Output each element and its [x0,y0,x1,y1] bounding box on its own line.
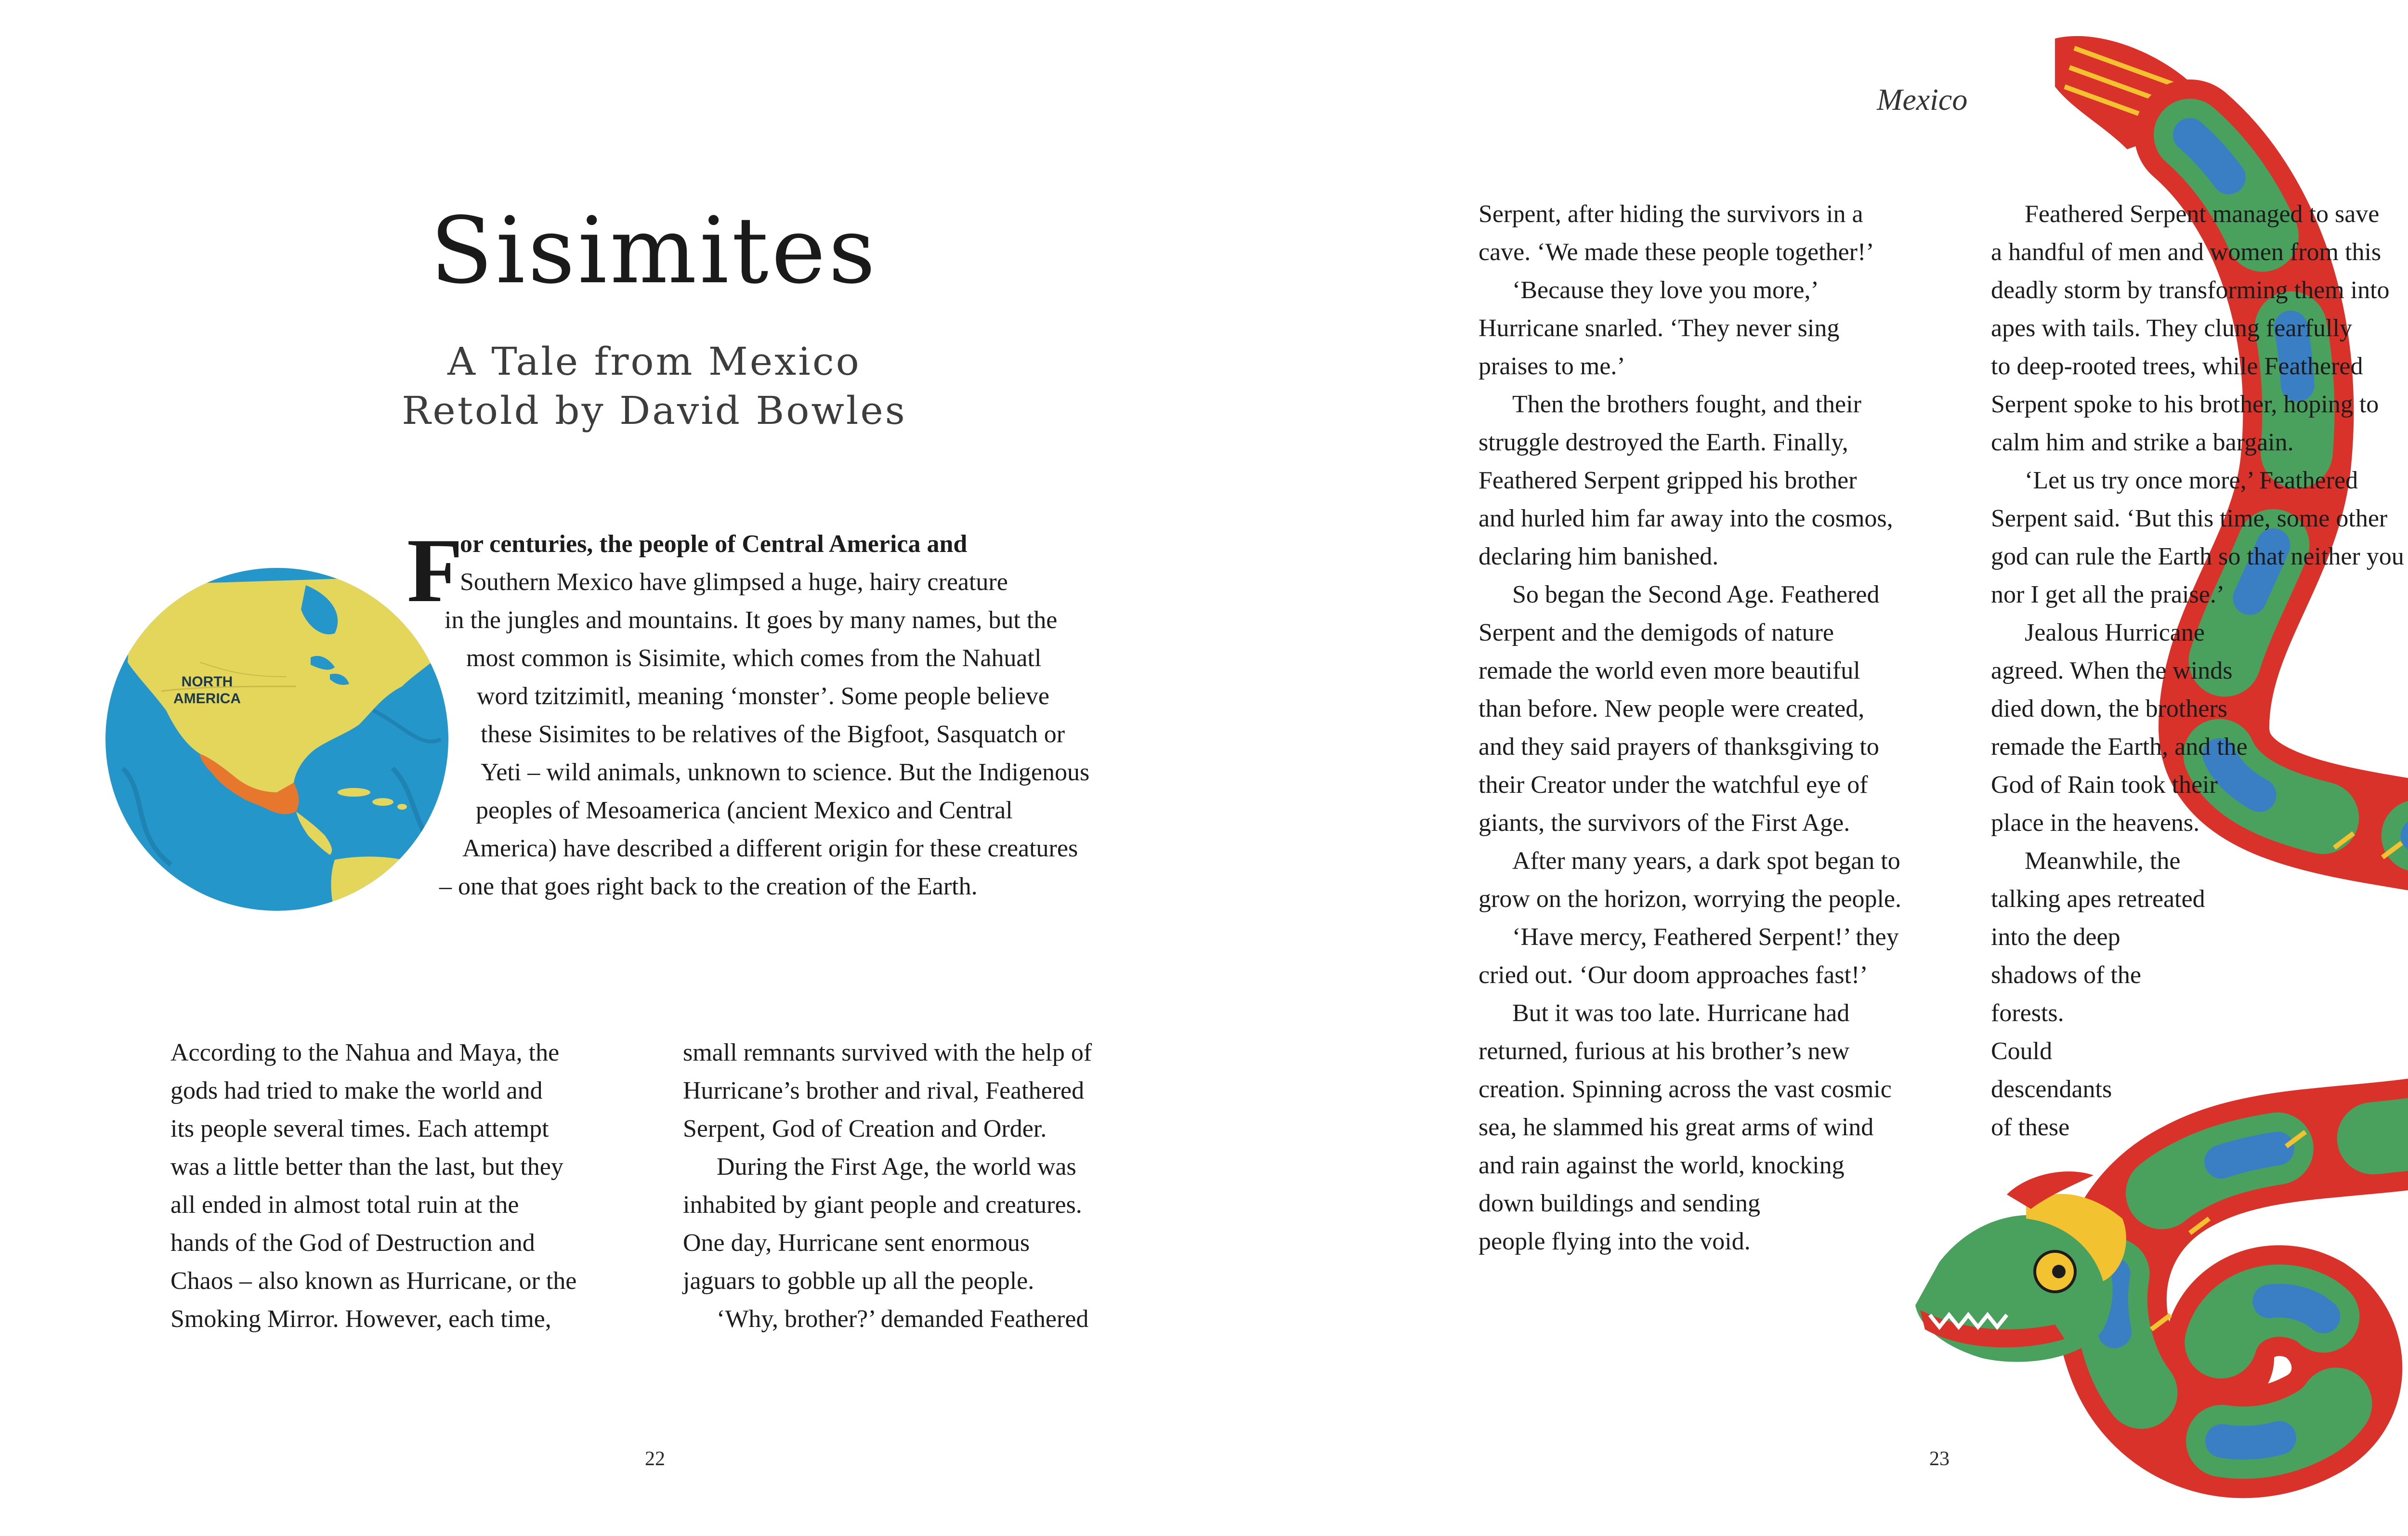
intro-line: these Sisimites to be relatives of the Bigfoot, Sasquatch or [481,721,1065,748]
text-line: ‘Because they love you more,’ [1512,276,1819,304]
text-line: talking apes retreated [1991,885,2205,913]
text-line: small remnants survived with the help of [683,1039,1092,1066]
text-line: down buildings and sending [1479,1190,1760,1217]
subtitle [0,337,1309,435]
text-line: ‘Have mercy, Feathered Serpent!’ they [1512,923,1899,951]
page-title: Sisimites [430,197,878,304]
text-line: Then the brothers fought, and their [1512,391,1861,418]
text-line: people flying into the void. [1479,1228,1751,1255]
text-line: God of Rain took their [1991,771,2218,799]
text-line: One day, Hurricane sent enormous [683,1229,1030,1257]
text-line: returned, furious at his brother’s new [1479,1037,1850,1065]
running-head: Mexico [1877,82,1968,117]
text-line: all ended in almost total ruin at the [170,1191,519,1219]
page-number-left: 22 [645,1448,665,1470]
subtitle-line-1: A Tale from Mexico [447,339,861,384]
text-line: cave. ‘We made these people together!’ [1479,238,1874,266]
text-line: of these [1991,1114,2070,1141]
text-line: remade the Earth, and the [1991,733,2248,761]
text-line: deadly storm by transforming them into [1991,276,2390,304]
text-line: sea, he slammed his great arms of wind [1479,1114,1874,1141]
text-line: praises to me.’ [1479,353,1625,380]
text-line: Could [1991,1037,2053,1065]
intro-line: Yeti – wild animals, unknown to science. But the Indigenous [481,759,1090,786]
text-line: Hurricane’s brother and rival, Feathered [683,1077,1085,1104]
text-line: and rain against the world, knocking [1479,1152,1845,1179]
right-column-1 [1479,195,1901,1260]
intro-line: Southern Mexico have glimpsed a huge, hairy creature [460,568,1008,596]
text-line: jaguars to gobble up all the people. [683,1267,1034,1295]
text-line: giants, the survivors of the First Age. [1479,809,1850,837]
text-line: into the deep [1991,923,2120,951]
text-line: remade the world even more beautiful [1479,657,1860,684]
intro-line: most common is Sisimite, which comes from the Nahuatl [466,644,1042,672]
intro-line: America) have described a different origin for these creatures [462,835,1078,862]
right-column-2 [1991,195,2404,1146]
text-line: According to the Nahua and Maya, the [170,1039,560,1066]
text-line: inhabited by giant people and creatures. [683,1191,1082,1219]
drop-cap: F [407,520,463,621]
globe-map-illustration [104,566,450,913]
text-line: and hurled him far away into the cosmos, [1479,505,1893,532]
text-line: cried out. ‘Our doom approaches fast!’ [1479,961,1868,989]
text-line: place in the heavens. [1991,809,2200,837]
text-line: Serpent, after hiding the survivors in a [1479,200,1863,228]
text-line: creation. Spinning across the vast cosmic [1479,1076,1892,1103]
subtitle-line-2: Retold by David Bowles [402,388,907,433]
right-page [1309,0,2408,1536]
text-line: apes with tails. They clung fearfully [1991,315,2352,342]
text-line: Feathered Serpent gripped his brother [1479,467,1857,494]
text-line: hands of the God of Destruction and [170,1229,535,1257]
text-line: forests. [1991,999,2064,1027]
text-line: its people several times. Each attempt [170,1115,549,1142]
text-line: ‘Let us try once more,’ Feathered [2025,467,2358,494]
text-line: After many years, a dark spot began to [1512,847,1900,875]
text-line: During the First Age, the world was [717,1153,1076,1181]
text-line: was a little better than the last, but they [170,1153,563,1181]
text-line: Serpent spoke to his brother, hoping to [1991,391,2379,418]
intro-line: in the jungles and mountains. It goes by many names, but the [445,606,1058,634]
text-line: to deep-rooted trees, while Feathered [1991,353,2363,380]
text-line: nor I get all the praise.’ [1991,581,2225,608]
text-line: calm him and strike a bargain. [1991,429,2294,456]
map-label-line-1: NORTH [181,674,233,690]
text-line: Feathered Serpent managed to save [2025,200,2380,228]
text-line: god can rule the Earth so that neither you [1991,543,2404,570]
intro-line: word tzitzimitl, meaning ‘monster’. Some people believe [477,683,1049,710]
left-column-2 [683,1034,1092,1338]
text-line: declaring him banished. [1479,543,1719,570]
text-line: their Creator under the watchful eye of [1479,771,1868,799]
text-line: died down, the brothers [1991,695,2228,722]
text-line: than before. New people were created, [1479,695,1865,722]
text-line: and they said prayers of thanksgiving to [1479,733,1879,761]
text-line: Meanwhile, the [2025,847,2181,875]
text-line: Jealous Hurricane [2025,619,2205,646]
text-line: a handful of men and women from this [1991,238,2382,266]
text-line: shadows of the [1991,961,2141,989]
page-number-right: 23 [1929,1448,1950,1470]
map-label-line-2: AMERICA [173,691,241,707]
text-line: descendants [1991,1076,2112,1103]
left-column-1 [170,1034,576,1338]
text-line: ‘Why, brother?’ demanded Feathered [717,1305,1089,1333]
intro-line: – one that goes right back to the creation of the Earth. [439,873,978,900]
text-line: So began the Second Age. Feathered [1512,581,1880,608]
text-line: But it was too late. Hurricane had [1512,999,1850,1027]
text-line: Serpent and the demigods of nature [1479,619,1834,646]
text-line: Hurricane snarled. ‘They never sing [1479,315,1840,342]
text-line: Serpent, God of Creation and Order. [683,1115,1047,1142]
text-line: Serpent said. ‘But this time, some other [1991,505,2388,532]
text-line: gods had tried to make the world and [170,1077,543,1104]
text-line: Chaos – also known as Hurricane, or the [170,1267,577,1295]
intro-line: or centuries, the people of Central America and [460,530,968,558]
text-line: grow on the horizon, worrying the people. [1479,885,1902,913]
text-line: Smoking Mirror. However, each time, [170,1305,551,1333]
text-line: agreed. When the winds [1991,657,2233,684]
text-line: struggle destroyed the Earth. Finally, [1479,429,1848,456]
intro-line: peoples of Mesoamerica (ancient Mexico and Central [476,797,1013,824]
